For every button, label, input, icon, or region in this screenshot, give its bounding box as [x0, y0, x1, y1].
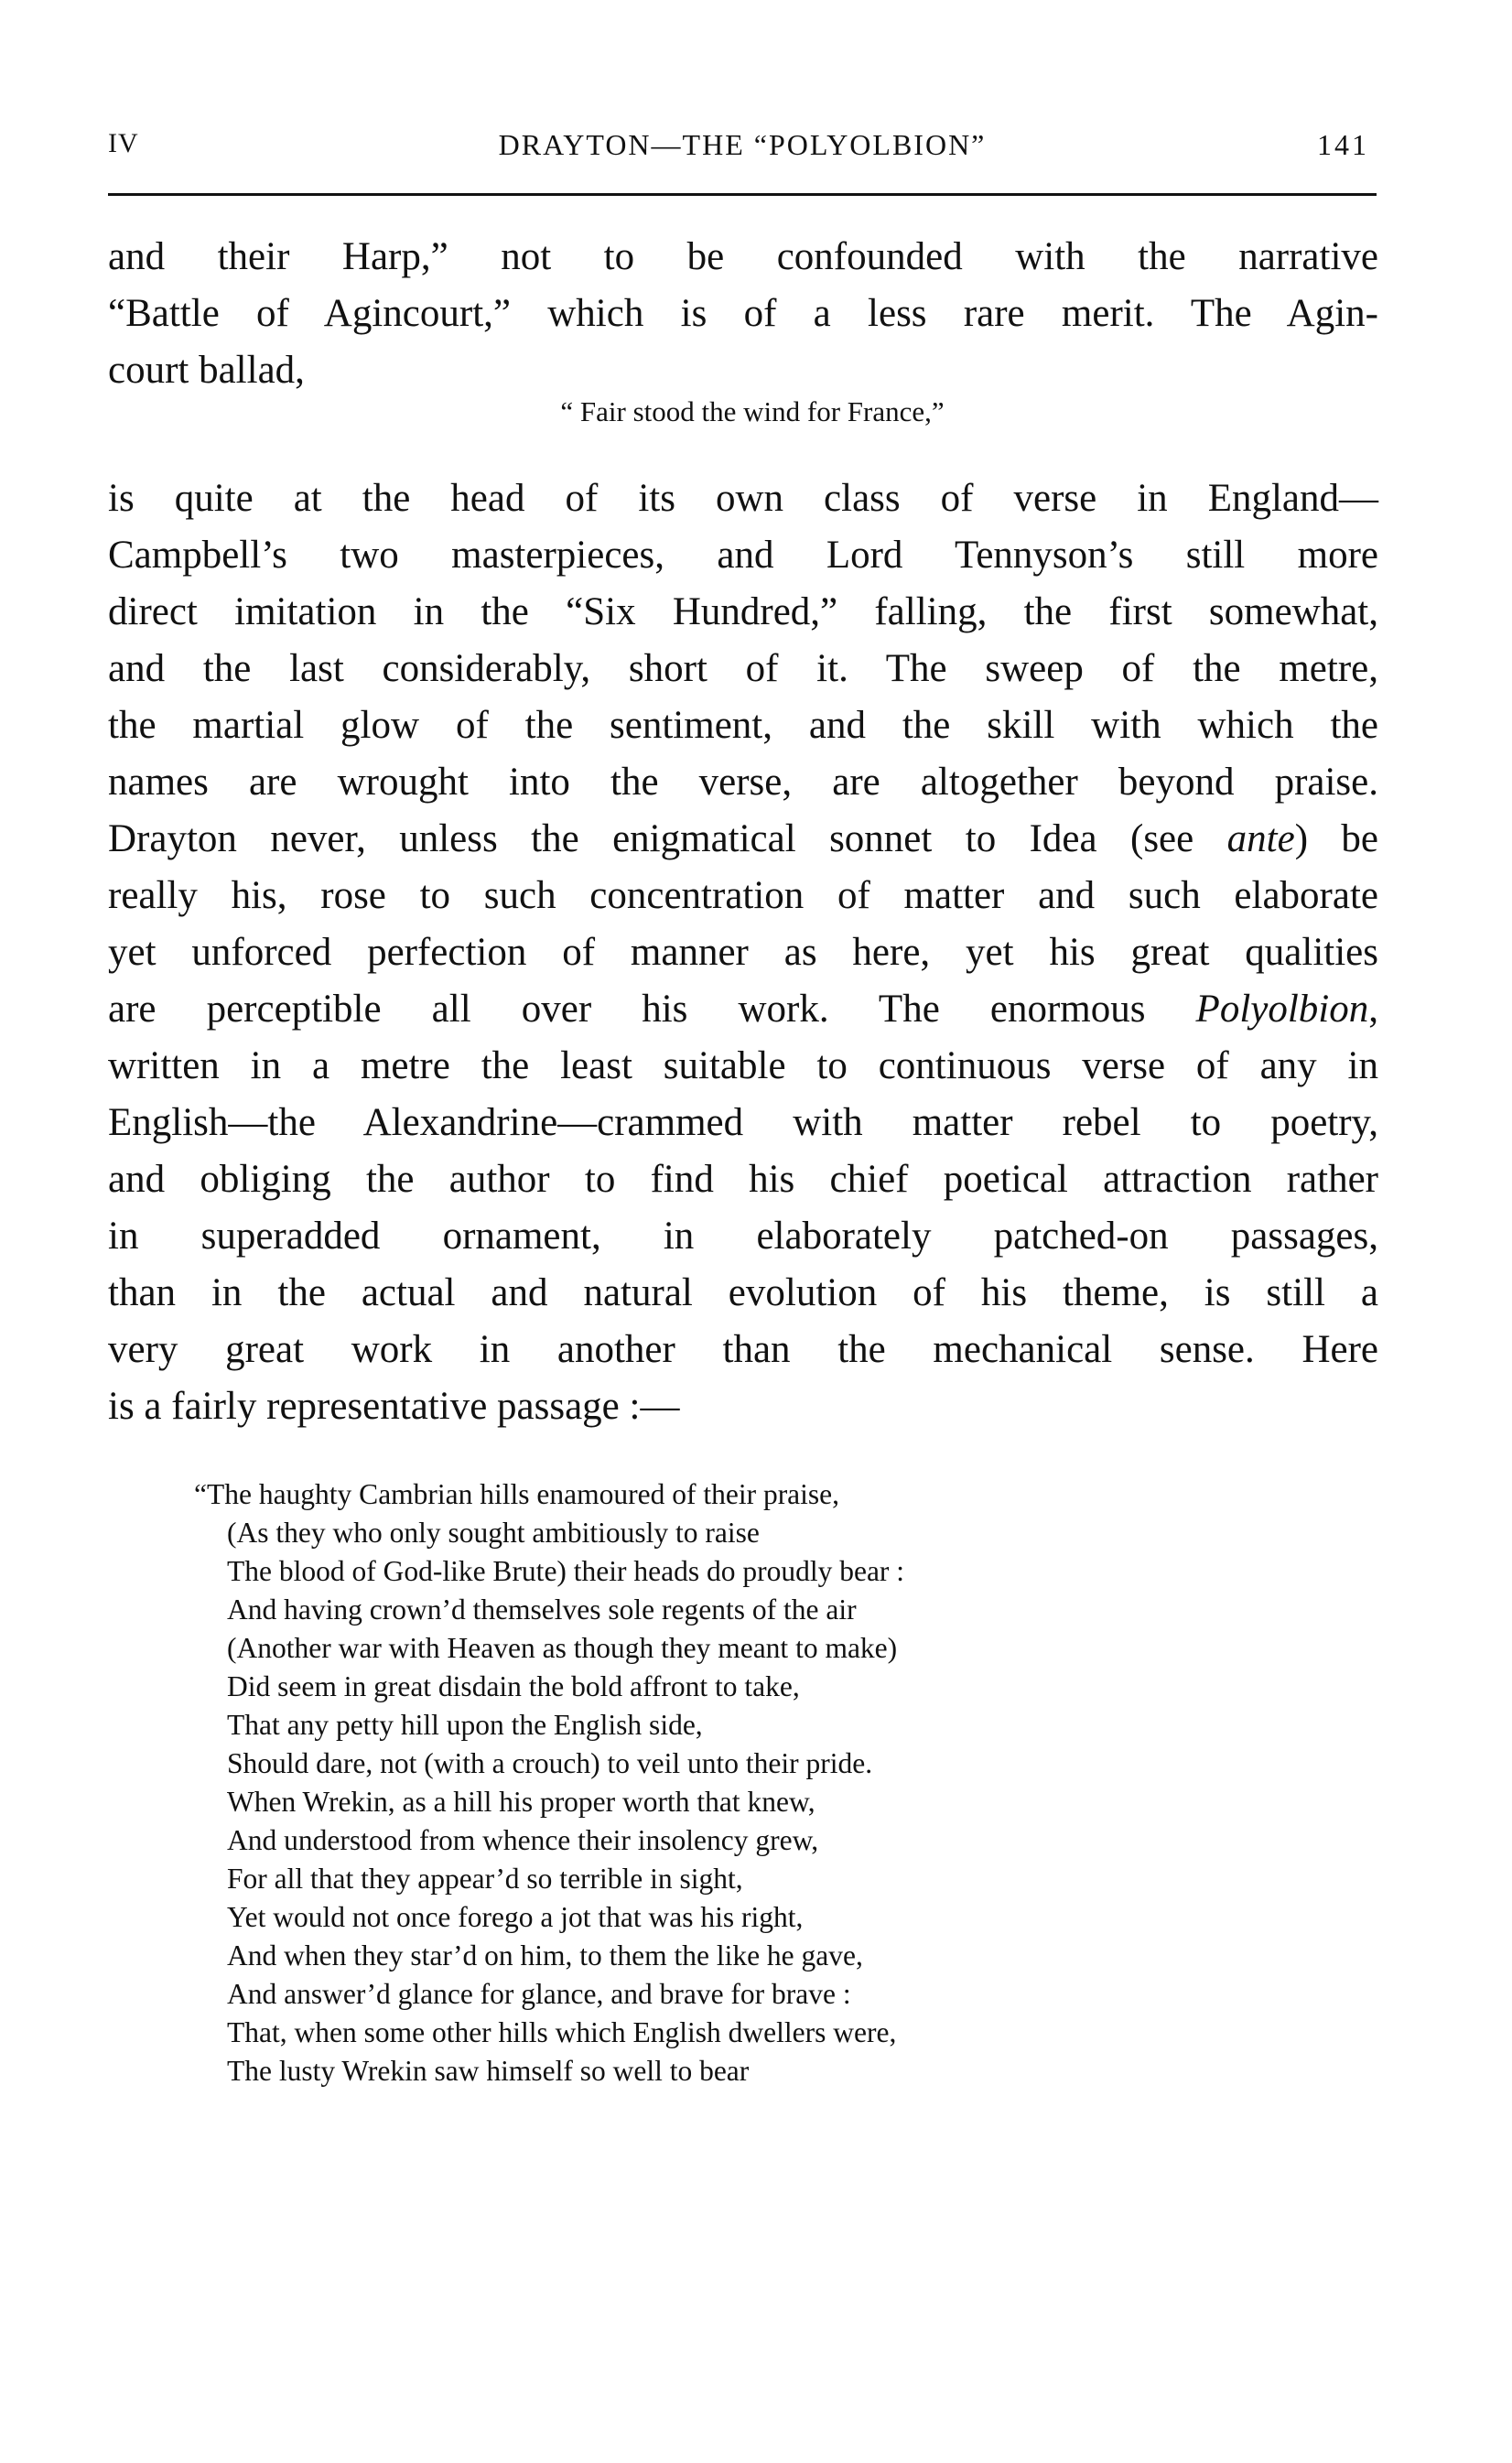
text-segment: ,: [1368, 988, 1378, 1031]
poem-line: And having crown’d themselves sole regents of the air: [227, 1593, 857, 1626]
text-line: very great work in another than the mechanical sense. Here: [108, 1328, 1378, 1371]
italic-polyolbion: Polyolbion: [1195, 988, 1369, 1031]
text-line: yet unforced perfection of manner as here, yet his great qualities: [108, 931, 1378, 974]
text-line: than in the actual and natural evolution of his theme, is still a: [108, 1271, 1378, 1314]
text-line: court ballad,: [108, 349, 305, 392]
text-line: names are wrought into the verse, are altogether beyond praise.: [108, 761, 1378, 804]
text-line: and the last considerably, short of it. The sweep of the metre,: [108, 647, 1378, 690]
poem-line: That any petty hill upon the English side,: [227, 1709, 703, 1741]
poem-line: When Wrekin, as a hill his proper worth that knew,: [227, 1786, 815, 1818]
poem-line: (As they who only sought ambitiously to raise: [227, 1517, 760, 1549]
paragraph-2: [108, 470, 1378, 1435]
text-line: is a fairly representative passage :—: [108, 1385, 680, 1428]
chapter-number: IV: [108, 128, 139, 158]
text-segment: are perceptible all over his work. The enormous: [108, 988, 1196, 1031]
text-line: the martial glow of the sentiment, and the skill with which the: [108, 704, 1378, 747]
text-segment: Drayton never, unless the enigmatical sonnet to Idea (see: [108, 817, 1227, 860]
poem-line: The blood of God-like Brute) their heads do proudly bear :: [227, 1555, 905, 1587]
poem-line: Did seem in great disdain the bold affront to take,: [227, 1670, 800, 1702]
italic-ante: ante: [1226, 817, 1295, 860]
poem-line: (Another war with Heaven as though they meant to make): [227, 1632, 898, 1664]
running-header: [108, 128, 1377, 168]
poem-line: Should dare, not (with a crouch) to veil unto their pride.: [227, 1747, 873, 1779]
text-line: written in a metre the least suitable to continuous verse of any in: [108, 1044, 1378, 1087]
header-rule: [108, 193, 1377, 196]
text-line: really his, rose to such concentration of matter and such elaborate: [108, 874, 1378, 917]
paragraph-1: [108, 229, 1378, 399]
page-number: 141: [1317, 128, 1369, 161]
text-line: in superadded ornament, in elaborately patched-on passages,: [108, 1215, 1378, 1258]
poem-line: And when they star’d on him, to them the like he gave,: [227, 1939, 863, 1971]
text-line: English—the Alexandrine—crammed with matter rebel to poetry,: [108, 1101, 1378, 1144]
text-line: and obliging the author to find his chief poetical attraction rather: [108, 1158, 1378, 1201]
text-line: direct imitation in the “Six Hundred,” falling, the first somewhat,: [108, 590, 1378, 633]
poem-line: And answer’d glance for glance, and brave for brave :: [227, 1978, 851, 2010]
text-line: and their Harp,” not to be confounded with the narrative: [108, 235, 1378, 278]
text-line: [108, 811, 1378, 868]
poem-line: That, when some other hills which English dwellers were,: [227, 2016, 897, 2048]
poem-line: Yet would not once forego a jot that was his right,: [227, 1901, 804, 1933]
text-line: “Battle of Agincourt,” which is of a less rare merit. The Agin-: [108, 292, 1378, 335]
poem-extract: [194, 1475, 904, 2090]
poem-line: And understood from whence their insolency grew,: [227, 1824, 819, 1856]
text-line: Campbell’s two masterpieces, and Lord Tennyson’s still more: [108, 534, 1378, 577]
running-title: DRAYTON—THE “POLYOLBION”: [498, 128, 987, 161]
poem-line: “The haughty Cambrian hills enamoured of their praise,: [194, 1478, 840, 1510]
text-line: is quite at the head of its own class of verse in England—: [108, 477, 1378, 520]
poem-line: For all that they appear’d so terrible in sight,: [227, 1863, 743, 1895]
poem-line: The lusty Wrekin saw himself so well to bear: [227, 2055, 750, 2087]
text-line: [108, 981, 1378, 1038]
text-segment: ) be: [1294, 817, 1379, 860]
inline-quote: “ Fair stood the wind for France,”: [560, 395, 945, 427]
